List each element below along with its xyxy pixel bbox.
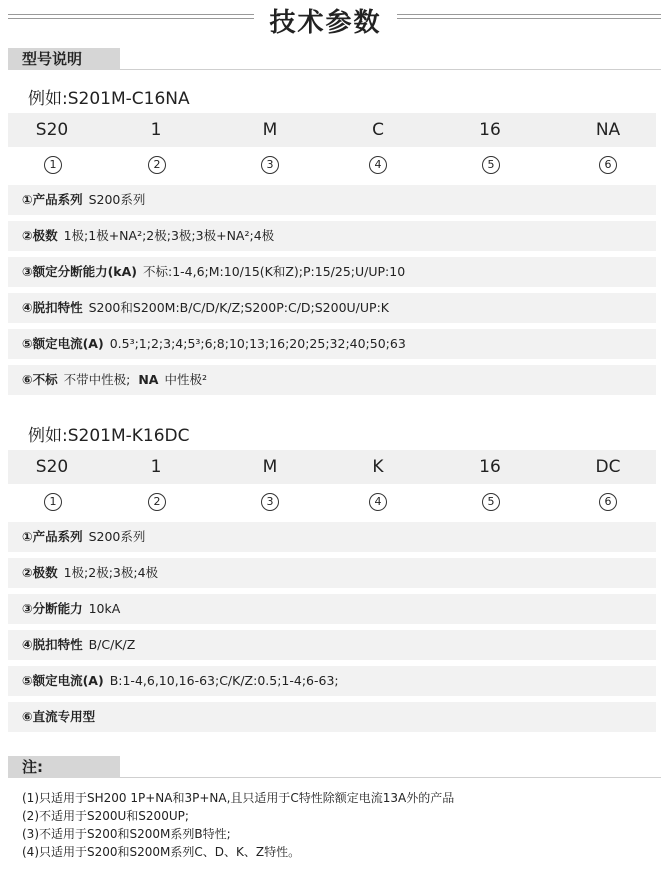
spec-label: ①产品系列	[22, 529, 83, 544]
spec-value: S200系列	[88, 529, 146, 544]
circled-number: 3	[261, 156, 279, 174]
spec-label: ⑤额定电流(A)	[22, 336, 104, 351]
code-segment: 16	[479, 457, 501, 477]
section-title-model: 型号说明	[8, 48, 120, 70]
spec-label: ③额定分断能力(kA)	[22, 264, 137, 279]
example-title: 例如:S201M-K16DC	[28, 426, 190, 446]
note-item: (4)只适用于S200和S200M系列C、D、K、Z特性。	[22, 845, 301, 859]
spec-row-dc-type	[8, 702, 656, 732]
circled-number: 1	[44, 493, 62, 511]
code-segment: M	[262, 457, 278, 477]
spec-value: 中性极²	[164, 372, 207, 387]
notes-list	[22, 789, 454, 861]
model-code-row	[8, 450, 656, 484]
section-rule	[120, 777, 661, 778]
spec-row-neutral	[8, 365, 656, 395]
spec-value: B:1-4,6,10,16-63;C/K/Z:0.5;1-4;6-63;	[109, 673, 339, 688]
spec-value: 不带中性极;	[63, 372, 131, 387]
model-code-row	[8, 113, 656, 147]
spec-label: ④脱扣特性	[22, 300, 83, 315]
section-title-notes: 注:	[8, 756, 120, 778]
title-decoration-right	[397, 14, 661, 20]
title-row	[0, 0, 669, 44]
spec-label: ⑥直流专用型	[22, 709, 96, 724]
code-segment: 16	[479, 120, 501, 140]
spec-label: ②极数	[22, 228, 58, 243]
spec-row-series	[8, 185, 656, 215]
spec-value: S200和S200M:B/C/D/K/Z;S200P:C/D;S200U/UP:K	[88, 300, 389, 315]
spec-label: ②极数	[22, 565, 58, 580]
spec-row-rated-current	[8, 329, 656, 359]
spec-row-poles	[8, 558, 656, 588]
spec-value: 10kA	[88, 601, 121, 616]
spec-row-series	[8, 522, 656, 552]
section-header-notes	[8, 756, 661, 778]
spec-row-breaking-capacity	[8, 594, 656, 624]
spec-value: 1极;2极;3极;4极	[63, 565, 159, 580]
note-item: (1)只适用于SH200 1P+NA和3P+NA,且只适用于C特性除额定电流13A外的产品	[22, 791, 455, 805]
circled-number: 2	[148, 493, 166, 511]
circled-number: 4	[369, 493, 387, 511]
circle-number-row	[8, 485, 656, 519]
code-segment: DC	[595, 457, 621, 477]
spec-row-poles	[8, 221, 656, 251]
spec-label: ④脱扣特性	[22, 637, 83, 652]
spec-label: ③分断能力	[22, 601, 83, 616]
code-segment: S20	[35, 457, 69, 477]
example-title: 例如:S201M-C16NA	[28, 89, 190, 109]
spec-value: B/C/K/Z	[88, 637, 136, 652]
circled-number: 5	[482, 493, 500, 511]
circle-number-row	[8, 148, 656, 182]
circled-number: 6	[599, 493, 617, 511]
code-segment: K	[372, 457, 384, 477]
page-title: 技术参数	[269, 8, 382, 38]
code-segment: S20	[35, 120, 69, 140]
spec-value: 0.5³;1;2;3;4;5³;6;8;10;13;16;20;25;32;40;50;63	[109, 336, 406, 351]
section-header-model	[8, 48, 661, 70]
circled-number: 2	[148, 156, 166, 174]
spec-row-trip-characteristic	[8, 630, 656, 660]
spec-label: ①产品系列	[22, 192, 83, 207]
title-decoration-left	[8, 14, 254, 20]
spec-row-rated-current	[8, 666, 656, 696]
note-item: (2)不适用于S200U和S200UP;	[22, 809, 189, 823]
circled-number: 6	[599, 156, 617, 174]
code-segment: M	[262, 120, 278, 140]
code-segment: 1	[150, 120, 162, 140]
spec-row-breaking-capacity	[8, 257, 656, 287]
spec-value: 不标:1-4,6;M:10/15(K和Z);P:15/25;U/UP:10	[143, 264, 406, 279]
section-rule	[120, 69, 661, 70]
circled-number: 3	[261, 493, 279, 511]
spec-label: ⑥不标	[22, 372, 58, 387]
code-segment: C	[372, 120, 384, 140]
code-segment: 1	[150, 457, 162, 477]
spec-row-trip-characteristic	[8, 293, 656, 323]
spec-value: S200系列	[88, 192, 146, 207]
note-item: (3)不适用于S200和S200M系列B特性;	[22, 827, 231, 841]
code-segment: NA	[595, 120, 621, 140]
circled-number: 1	[44, 156, 62, 174]
circled-number: 4	[369, 156, 387, 174]
spec-label: NA	[138, 372, 159, 387]
spec-label: ⑤额定电流(A)	[22, 673, 104, 688]
spec-value: 1极;1极+NA²;2极;3极;3极+NA²;4极	[63, 228, 275, 243]
circled-number: 5	[482, 156, 500, 174]
